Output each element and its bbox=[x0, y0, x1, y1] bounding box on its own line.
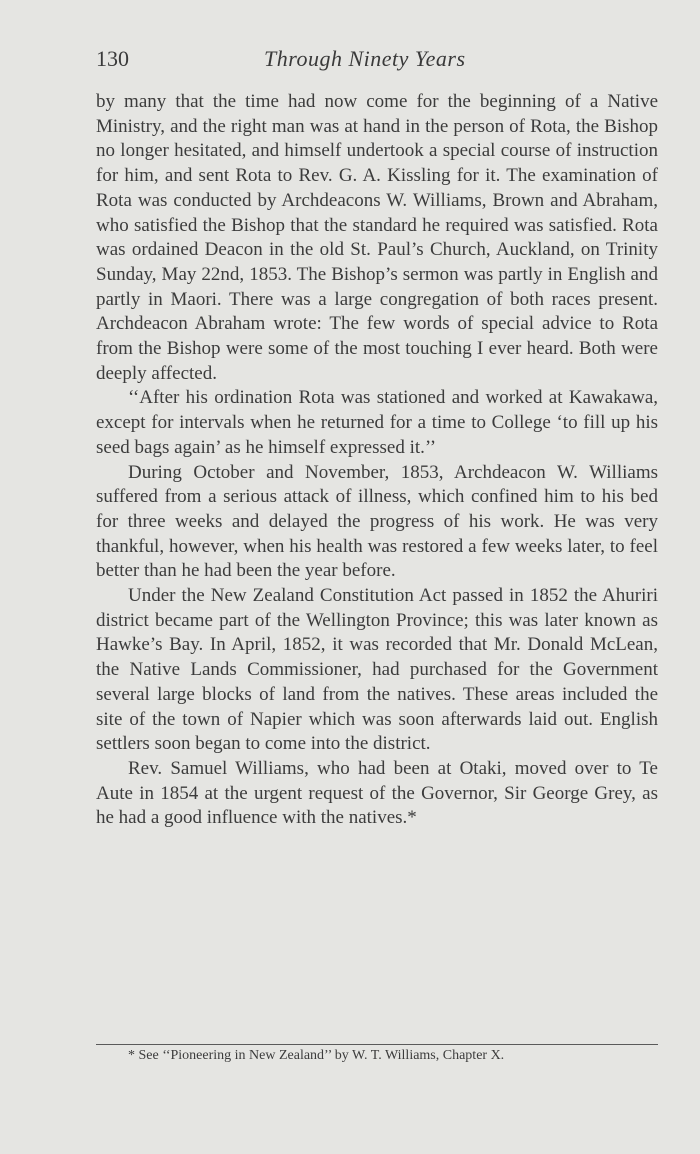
page-number: 130 bbox=[96, 46, 129, 71]
footnote-divider bbox=[96, 1044, 658, 1045]
footnote: * See ‘‘Pioneering in New Zealand’’ by W. T. Williams, Chapter X. bbox=[128, 1048, 505, 1063]
paragraph-4: Under the New Zealand Constitution Act passed in 1852 the Ahuriri district became part of the Wellington Province; this was later known as Hawke’s Bay. In April, 1852, it was recorded that Mr. Donald McLean, the Native Lands Commissioner, had purchased for the Government several large blocks of land from the natives. These areas included the site of the town of Napier which was soon afterwards laid out. English settlers soon began to come into the district. bbox=[96, 585, 658, 755]
paragraph-1: by many that the time had now come for the beginning of a Native Ministry, and the right man was at hand in the person of Rota, the Bishop no longer hesitated, and himself undertook a special course of instruction for him, and sent Rota to Rev. G. A. Kissling for it. The examination of Rota was conducted by Archdeacons W. Williams, Brown and Abraham, who satisfied the Bishop that the standard he required was satisfied. Rota was ordained Deacon in the old St. Paul’s Church, Auckland, on Trinity Sunday, May 22nd, 1853. The Bishop’s sermon was partly in English and partly in Maori. There was a large congregation of both races present. Archdeacon Abraham wrote: The few words of special advice to Rota from the Bishop were some of the most touching I ever heard. Both were deeply affected. bbox=[96, 91, 658, 384]
paragraph-2: ‘‘After his ordination Rota was stationed and worked at Kawakawa, except for intervals when he returned for a time to College ‘to fill up his seed bags again’ as he himself expressed it.’’ bbox=[96, 387, 658, 458]
paragraph-5: Rev. Samuel Williams, who had been at Otaki, moved over to Te Aute in 1854 at the urgent request of the Governor, Sir George Grey, as he had a good influence with the natives.* bbox=[96, 757, 658, 829]
paragraph-3: During October and November, 1853, Archdeacon W. Williams suffered from a serious attack of illness, which confined him to his bed for three weeks and delayed the progress of his work. He was very thankful, however, when his health was restored a few weeks later, to feel better than he had been the year before. bbox=[96, 461, 658, 582]
body-text bbox=[96, 90, 658, 831]
running-title: Through Ninety Years bbox=[264, 46, 466, 71]
page-header bbox=[96, 46, 658, 82]
